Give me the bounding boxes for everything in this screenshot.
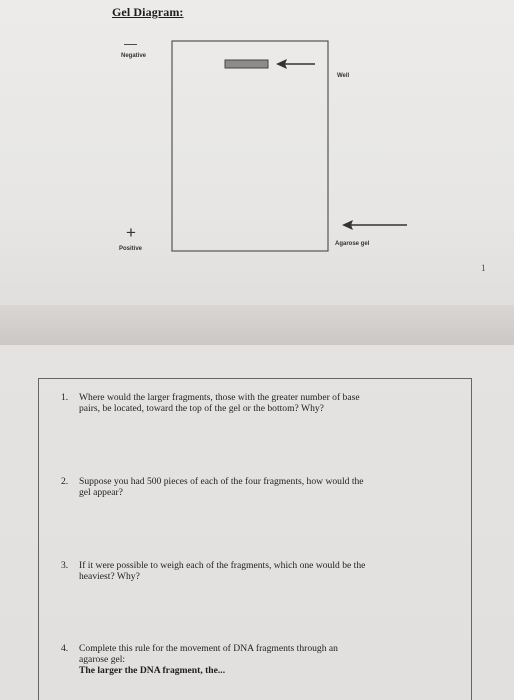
negative-label: Negative <box>121 53 147 59</box>
question-text: agarose gel: <box>79 654 126 665</box>
question-2 <box>61 476 461 498</box>
page-gap <box>0 305 514 345</box>
gel-outline <box>172 41 328 251</box>
gel-diagram <box>0 0 514 300</box>
well-label: Well <box>337 73 350 79</box>
question-number: 3. <box>61 560 69 571</box>
question-number: 2. <box>61 476 69 487</box>
question-text: heaviest? Why? <box>79 571 140 582</box>
question-3 <box>61 560 461 582</box>
page-number: 1 <box>481 263 486 273</box>
agarose-gel-label: Agarose gel <box>335 241 370 247</box>
negative-symbol: — <box>124 36 137 51</box>
question-text: gel appear? <box>79 487 123 498</box>
question-text: Complete this rule for the movement of DNA fragments through an <box>79 643 338 654</box>
page-title: Gel Diagram: <box>112 5 184 19</box>
question-text: If it were possible to weigh each of the fragments, which one would be the <box>79 560 366 571</box>
question-number: 1. <box>61 392 69 403</box>
question-number: 4. <box>61 643 69 654</box>
rule-prompt: The larger the DNA fragment, the... <box>79 665 226 676</box>
question-text: Where would the larger fragments, those with the greater number of base <box>79 392 360 403</box>
question-text: pairs, be located, toward the top of the gel or the bottom? Why? <box>79 403 324 414</box>
positive-symbol: + <box>126 223 136 242</box>
question-text: Suppose you had 500 pieces of each of the four fragments, how would the <box>79 476 364 487</box>
well-slot <box>225 60 268 68</box>
positive-label: Positive <box>119 246 143 252</box>
question-4 <box>61 643 461 676</box>
gel-arrow-icon <box>342 220 407 230</box>
question-1 <box>61 392 461 414</box>
well-arrow-icon <box>276 59 315 69</box>
